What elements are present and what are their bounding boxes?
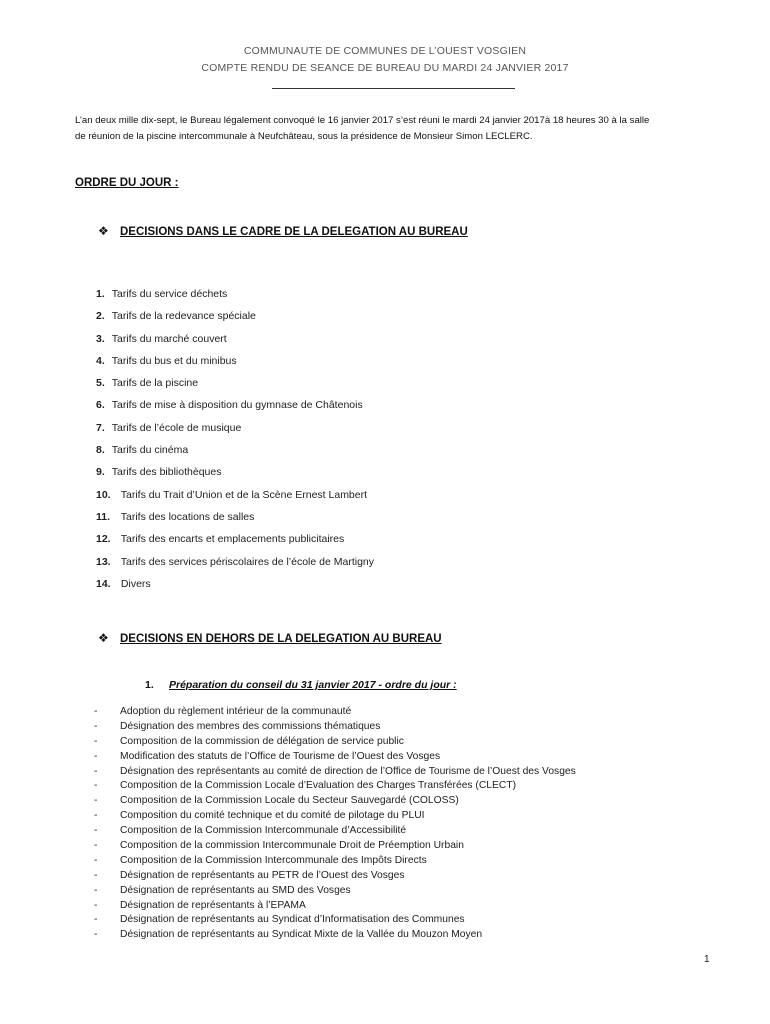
list-item	[94, 825, 576, 840]
list-item	[96, 444, 374, 466]
dash-bullet: -	[94, 810, 98, 822]
list-item-text: Adoption du règlement intérieur de la communauté	[120, 706, 352, 717]
dash-bullet: -	[94, 706, 98, 717]
list-item-text: Composition de la commission Intercommunale Droit de Préemption Urbain	[120, 840, 464, 852]
list-item-text: Tarifs de l’école de musique	[111, 421, 242, 434]
list-item-number: 12.	[96, 533, 111, 546]
dash-bullet: -	[94, 929, 98, 941]
agenda-heading: ORDRE DU JOUR :	[75, 177, 179, 189]
list-item	[96, 310, 374, 332]
list-item-number: 5.	[96, 377, 105, 390]
list-item-text: Tarifs du Trait d’Union et de la Scène Ernest Lambert	[120, 488, 368, 501]
list-item	[94, 870, 576, 885]
header-community-name: COMMUNAUTE DE COMMUNES DE L’OUEST VOSGIEN	[243, 45, 527, 57]
list-item	[96, 355, 374, 377]
list-item-number: 3.	[96, 332, 105, 345]
dash-bullet: -	[94, 854, 98, 866]
list-item	[94, 766, 576, 781]
dash-bullet: -	[94, 720, 98, 732]
dash-bullet: -	[94, 869, 98, 881]
list-item-number: 9.	[96, 466, 105, 479]
list-item	[96, 399, 374, 421]
dash-bullet: -	[94, 825, 98, 837]
list-item-text: Composition de la Commission Intercommunale des Impôts Directs	[120, 854, 427, 866]
list-item-text: Tarifs du service déchets	[111, 288, 228, 300]
list-item	[96, 578, 374, 600]
list-item-text: Tarifs de la piscine	[111, 377, 199, 390]
diamond-bullet-icon: ❖	[98, 224, 109, 238]
diamond-bullet-icon: ❖	[98, 631, 109, 645]
list-item-number: 11.	[96, 510, 111, 523]
list-item	[96, 377, 374, 399]
intro-paragraph	[75, 113, 715, 145]
list-item-text: Tarifs de la redevance spéciale	[111, 310, 256, 323]
list-item-text: Tarifs de mise à disposition du gymnase de Châtenois	[111, 399, 363, 412]
list-item	[96, 489, 374, 511]
subsection-heading	[145, 679, 457, 691]
council-agenda-list	[94, 706, 576, 944]
section-title: DECISIONS EN DEHORS DE LA DELEGATION AU BUREAU	[120, 633, 442, 645]
list-item-text: Désignation de représentants au Syndicat Mixte de la Vallée du Mouzon Moyen	[120, 929, 483, 941]
list-item-text: Désignation des représentants au comité de direction de l’Office de Tourisme de l’Ouest des Vosges	[120, 765, 576, 777]
list-item-text: Composition de la Commission Intercommunale d’Accessibilité	[120, 825, 407, 837]
list-item	[94, 721, 576, 736]
list-item-text: Tarifs du marché couvert	[111, 332, 227, 345]
list-item-number: 2.	[96, 310, 105, 323]
delegation-items-list	[96, 288, 374, 600]
list-item-text: Composition de la Commission Locale d’Evaluation des Charges Transférées (CLECT)	[120, 780, 517, 792]
list-item-text: Tarifs du bus et du minibus	[111, 354, 237, 367]
separator-line	[272, 88, 515, 89]
list-item	[94, 810, 576, 825]
list-item	[94, 885, 576, 900]
list-item	[94, 780, 576, 795]
list-item	[96, 333, 374, 355]
list-item-number: 7.	[96, 421, 105, 434]
list-item-text: Modification des statuts de l’Office de Tourisme de l’Ouest des Vosges	[120, 750, 441, 762]
list-item-number: 10.	[96, 488, 111, 501]
list-item	[94, 736, 576, 751]
section-heading-delegation	[98, 224, 468, 238]
list-item-text: Désignation de représentants au SMD des Vosges	[120, 884, 351, 896]
list-item-text: Désignation de représentants au PETR de l’Ouest des Vosges	[120, 869, 405, 881]
dash-bullet: -	[94, 765, 98, 777]
dash-bullet: -	[94, 884, 98, 896]
list-item	[94, 840, 576, 855]
list-item	[94, 751, 576, 766]
list-item-text: Composition de la commission de délégation de service public	[120, 735, 404, 747]
page-number: 1	[704, 954, 710, 965]
section-title: DECISIONS DANS LE CADRE DE LA DELEGATION AU BUREAU	[120, 226, 468, 238]
list-item-text: Tarifs des services périscolaires de l’école de Martigny	[120, 555, 375, 568]
intro-line: de réunion de la piscine intercommunale à Neufchâteau, sous la présidence de Monsieur Simon LECLERC.	[75, 131, 533, 142]
list-item-number: 8.	[96, 444, 105, 457]
subsection-number: 1.	[145, 679, 154, 691]
dash-bullet: -	[94, 750, 98, 762]
list-item	[96, 511, 374, 533]
list-item-text: Composition de la Commission Locale du Secteur Sauvegardé (COLOSS)	[120, 795, 459, 807]
list-item	[94, 914, 576, 929]
list-item-text: Désignation de représentants au Syndicat d’Informatisation des Communes	[120, 914, 465, 926]
dash-bullet: -	[94, 840, 98, 852]
dash-bullet: -	[94, 914, 98, 926]
header-meeting-title: COMPTE RENDU DE SEANCE DE BUREAU DU MARDI 24 JANVIER 2017	[201, 62, 569, 74]
list-item-text: Tarifs du cinéma	[111, 444, 189, 457]
list-item	[94, 795, 576, 810]
list-item-number: 14.	[96, 577, 111, 590]
section-heading-outside-delegation	[98, 631, 442, 645]
subsection-title: Préparation du conseil du 31 janvier 2017 - ordre du jour :	[169, 679, 457, 691]
list-item	[94, 706, 576, 721]
intro-line: L’an deux mille dix-sept, le Bureau légalement convoqué le 16 janvier 2017 s’est réuni le mardi 24 janvier 2017à 18 heures 30 à la salle	[75, 115, 650, 126]
list-item	[96, 288, 374, 310]
dash-bullet: -	[94, 899, 98, 911]
list-item	[94, 929, 576, 944]
list-item-number: 1.	[96, 288, 105, 300]
list-item	[96, 556, 374, 578]
list-item-text: Désignation de représentants à l’EPAMA	[120, 899, 306, 911]
list-item-text: Tarifs des encarts et emplacements publicitaires	[120, 533, 345, 546]
list-item-text: Tarifs des bibliothèques	[111, 466, 222, 479]
list-item-text: Composition du comité technique et du comité de pilotage du PLUI	[120, 810, 425, 822]
list-item	[94, 900, 576, 915]
list-item	[94, 855, 576, 870]
list-item-number: 6.	[96, 399, 105, 412]
dash-bullet: -	[94, 780, 98, 792]
list-item	[96, 466, 374, 488]
list-item-text: Désignation des membres des commissions thématiques	[120, 720, 381, 732]
list-item-number: 13.	[96, 555, 111, 568]
list-item-number: 4.	[96, 354, 105, 367]
dash-bullet: -	[94, 795, 98, 807]
list-item	[96, 422, 374, 444]
list-item-text: Tarifs des locations de salles	[120, 510, 255, 523]
dash-bullet: -	[94, 735, 98, 747]
list-item	[96, 533, 374, 555]
list-item-text: Divers	[120, 577, 151, 590]
